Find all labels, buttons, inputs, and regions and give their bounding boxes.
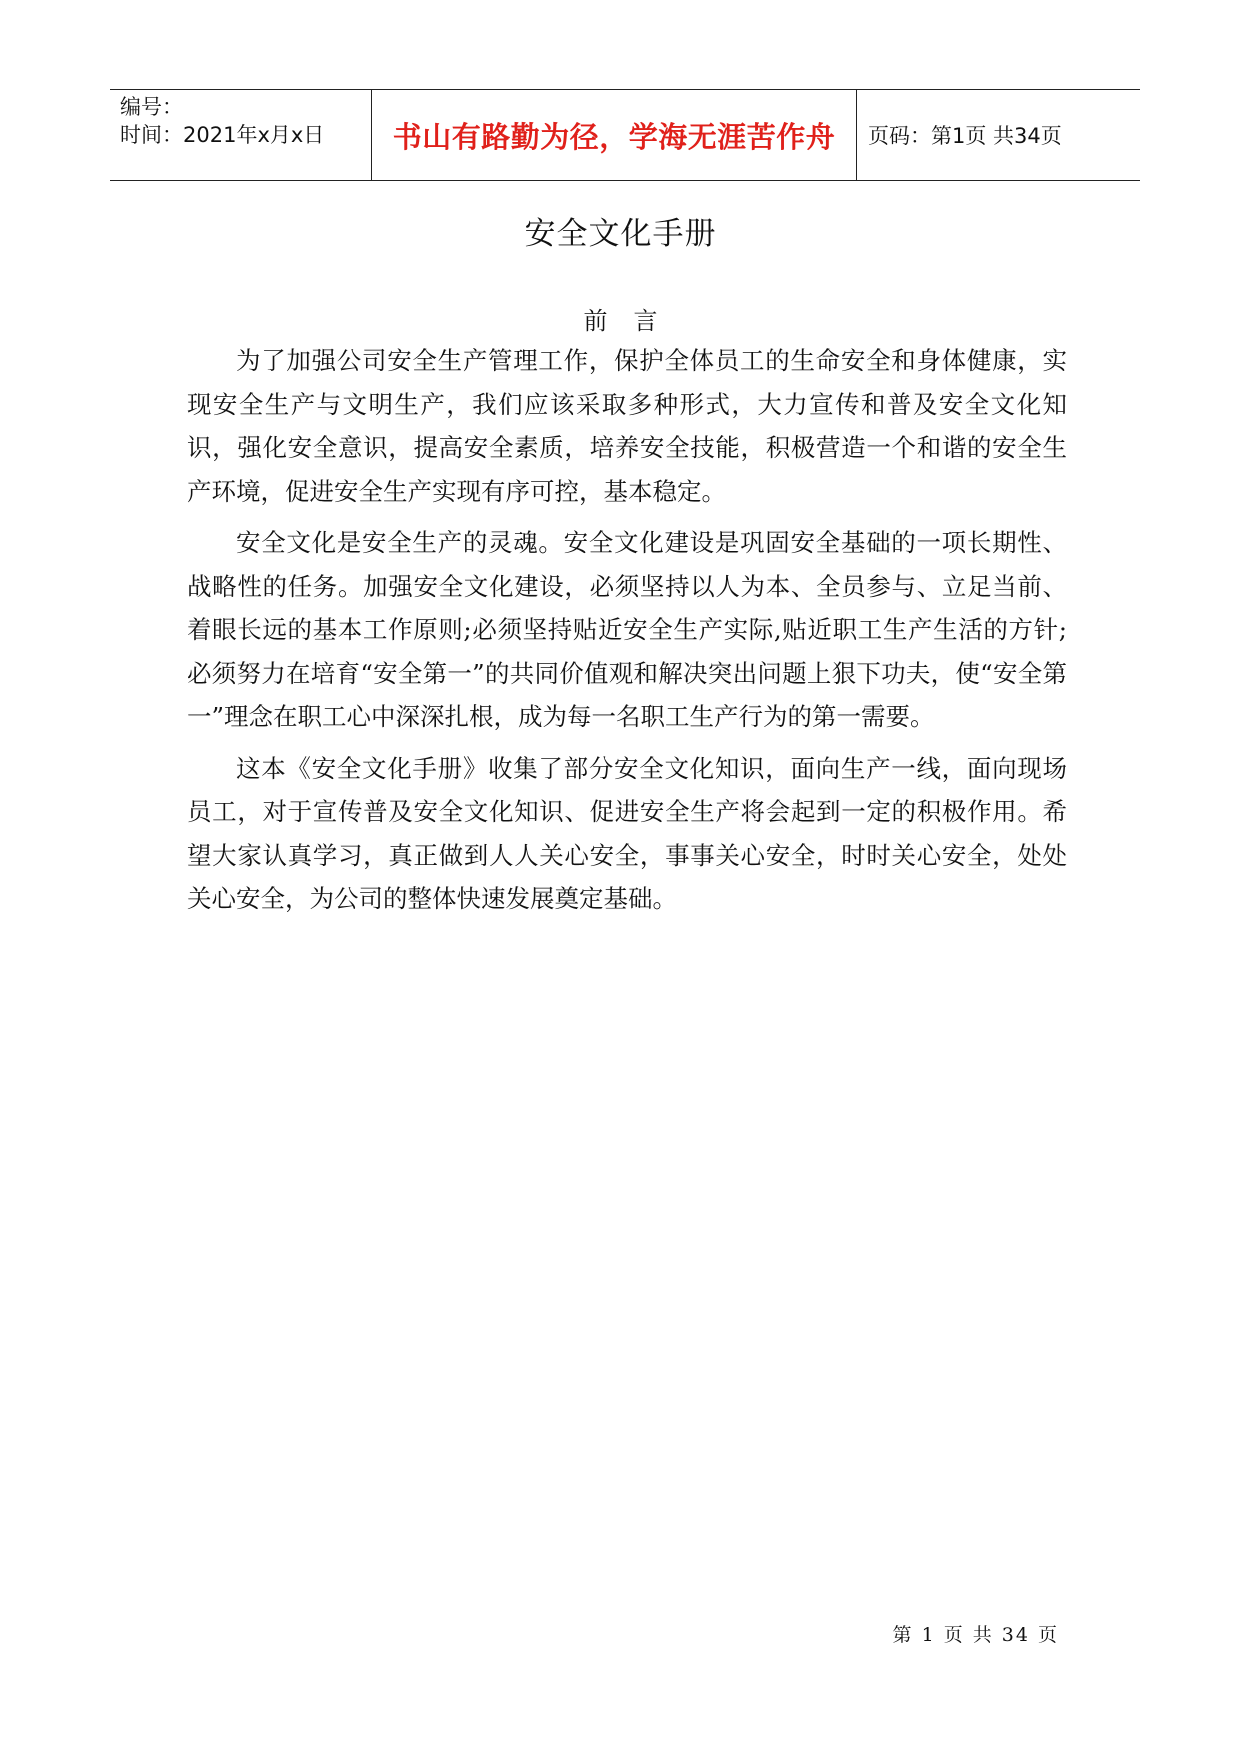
- header-motto-cell: [372, 90, 857, 180]
- document-body: [187, 339, 1067, 929]
- number-label: 编号：: [120, 95, 183, 119]
- section-heading: 前言: [583, 307, 684, 335]
- header-page-cell: [857, 90, 1140, 180]
- date-label: 时间：2021年x月x日: [120, 123, 325, 147]
- paragraph: 为了加强公司安全生产管理工作，保护全体员工的生命安全和身体健康，实现安全生产与文明生产，我们应该采取多种形式，大力宣传和普及安全文化知识，强化安全意识，提高安全素质，培养安全技能，积极营造一个和谐的安全生产环境，促进安全生产实现有序可控，基本稳定。: [187, 346, 1067, 506]
- header-meta-cell: [110, 90, 372, 180]
- paragraph: 这本《安全文化手册》收集了部分安全文化知识，面向生产一线，面向现场员工，对于宣传普及安全文化知识、促进安全生产将会起到一定的积极作用。希望大家认真学习，真正做到人人关心安全，事事关心安全，时时关心安全，处处关心安全，为公司的整体快速发展奠定基础。: [187, 753, 1067, 913]
- paragraph: 安全文化是安全生产的灵魂。安全文化建设是巩固安全基础的一项长期性、战略性的任务。加强安全文化建设，必须坚持以人为本、全员参与、立足当前、着眼长远的基本工作原则;必须坚持贴近安全生产实际,贴近职工生产生活的方针;必须努力在培育“安全第一”的共同价值观和解决突出问题上狠下功夫，使“安全第一”理念在职工心中深深扎根，成为每一名职工生产行为的第一需要。: [187, 528, 1067, 731]
- document-header: [110, 89, 1140, 181]
- document-title: 安全文化手册: [524, 216, 717, 252]
- motto-text: 书山有路勤为径，学海无涯苦作舟: [392, 119, 836, 154]
- page-code: 页码：第1页 共34页: [868, 124, 1062, 148]
- page-footer: 第 1 页 共 34 页: [892, 1624, 1059, 1646]
